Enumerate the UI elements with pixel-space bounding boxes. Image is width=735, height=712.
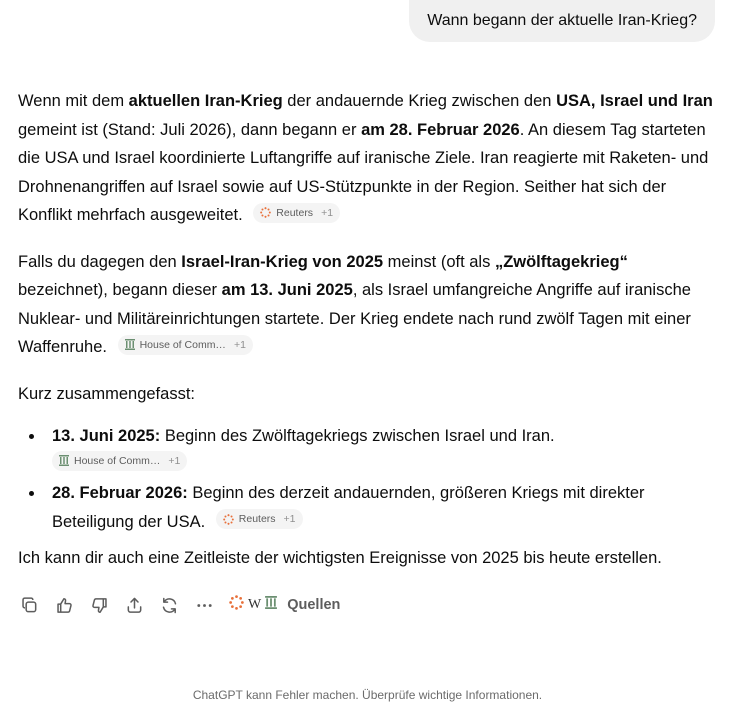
- bold-text: Israel-Iran-Krieg von 2025: [181, 252, 384, 271]
- bold-text: aktuellen Iran-Krieg: [128, 92, 283, 110]
- regenerate-button[interactable]: [158, 594, 180, 616]
- bold-text: „Zwölftagekrieg“: [494, 252, 628, 271]
- list-item: [18, 479, 718, 536]
- chip-extra-count: +1: [321, 206, 334, 219]
- text: Beginn des Zwölftagekriegs zwischen Israel und Iran.: [160, 427, 555, 445]
- more-icon: [195, 596, 214, 615]
- bold-text: am 13. Juni 2025: [221, 281, 353, 299]
- copy-button[interactable]: [18, 594, 40, 616]
- sources-button[interactable]: [229, 595, 340, 615]
- text: bezeichnet), begann dieser: [18, 281, 222, 299]
- wikipedia-icon: W: [248, 597, 262, 612]
- text: . An diesem Tag starteten die USA und Israel koordinierte Luftangriffe auf iranische Ziele. Iran reagierte mit Raketen- und Drohnenangriffen auf Israel sowie auf US-Stützpunkte in der Region. Seither hat sich der Konflikt mehrfach ausgeweitet.: [18, 120, 709, 224]
- message-actions-toolbar: [18, 594, 340, 616]
- bold-text: 28. Februar 2026:: [52, 484, 188, 502]
- reuters-icon: [229, 595, 244, 615]
- thumbs-up-icon: [55, 596, 74, 615]
- regenerate-icon: [160, 596, 179, 615]
- text: gemeint ist (Stand: Juli 2026), dann begann er: [18, 120, 362, 139]
- share-button[interactable]: [123, 594, 145, 616]
- text: Beginn des derzeit andauernden, größeren Kriegs mit direkter Beteiligung der USA.: [52, 484, 645, 531]
- text: Wenn mit dem: [18, 92, 129, 110]
- parliament-icon: [265, 596, 277, 614]
- text: Falls du dagegen den: [18, 252, 182, 271]
- sources-label: Quellen: [287, 597, 341, 613]
- bold-text: USA, Israel und Iran: [556, 92, 713, 110]
- share-icon: [125, 596, 144, 615]
- reuters-icon: [260, 207, 271, 218]
- parliament-icon: [59, 455, 69, 466]
- user-message-bubble: [409, 0, 715, 42]
- assistant-answer: [18, 87, 718, 591]
- source-chip-house-of-commons[interactable]: [52, 451, 187, 471]
- answer-paragraph-1: [18, 87, 718, 230]
- text: , als Israel umfangreiche Angriffe auf iranische Nuklear- und Militäreinrichtungen startete. Der Krieg endete nach rund zwölf Tagen mit einer Waffenruhe.: [18, 281, 691, 356]
- summary-list: [18, 422, 718, 536]
- user-message-text: Wann begann der aktuelle Iran-Krieg?: [427, 12, 697, 29]
- answer-paragraph-3: Kurz zusammengefasst:: [18, 384, 195, 403]
- source-chip-reuters[interactable]: [253, 203, 340, 223]
- bad-response-button[interactable]: [88, 594, 110, 616]
- chip-extra-count: +1: [168, 454, 181, 467]
- answer-paragraph-4: Ich kann dir auch eine Zeitleiste der wichtigsten Ereignisse von 2025 bis heute erstellen.: [18, 549, 662, 567]
- bold-text: 13. Juni 2025:: [52, 427, 161, 445]
- chip-extra-count: +1: [233, 338, 246, 351]
- good-response-button[interactable]: [53, 594, 75, 616]
- thumbs-down-icon: [90, 596, 109, 615]
- list-item: [18, 422, 718, 475]
- text: meinst (oft als: [383, 252, 495, 271]
- chip-label: Reuters: [276, 206, 314, 219]
- source-chip-house-of-commons[interactable]: [118, 335, 253, 355]
- parliament-icon: [125, 339, 135, 350]
- chip-label: House of Comm…: [74, 454, 161, 467]
- chip-extra-count: +1: [283, 513, 296, 525]
- text: der andauernde Krieg zwischen den: [282, 92, 557, 110]
- bold-text: am 28. Februar 2026: [361, 120, 520, 139]
- copy-icon: [20, 596, 39, 615]
- chip-label: House of Comm…: [139, 338, 226, 351]
- reuters-icon: [223, 514, 234, 525]
- disclaimer-footer: ChatGPT kann Fehler machen. Überprüfe wichtige Informationen.: [192, 688, 543, 702]
- chip-line: [46, 451, 718, 476]
- more-actions-button[interactable]: [193, 594, 215, 616]
- source-chip-reuters[interactable]: [216, 509, 303, 529]
- chip-label: Reuters: [238, 513, 276, 525]
- answer-paragraph-2: [18, 248, 718, 362]
